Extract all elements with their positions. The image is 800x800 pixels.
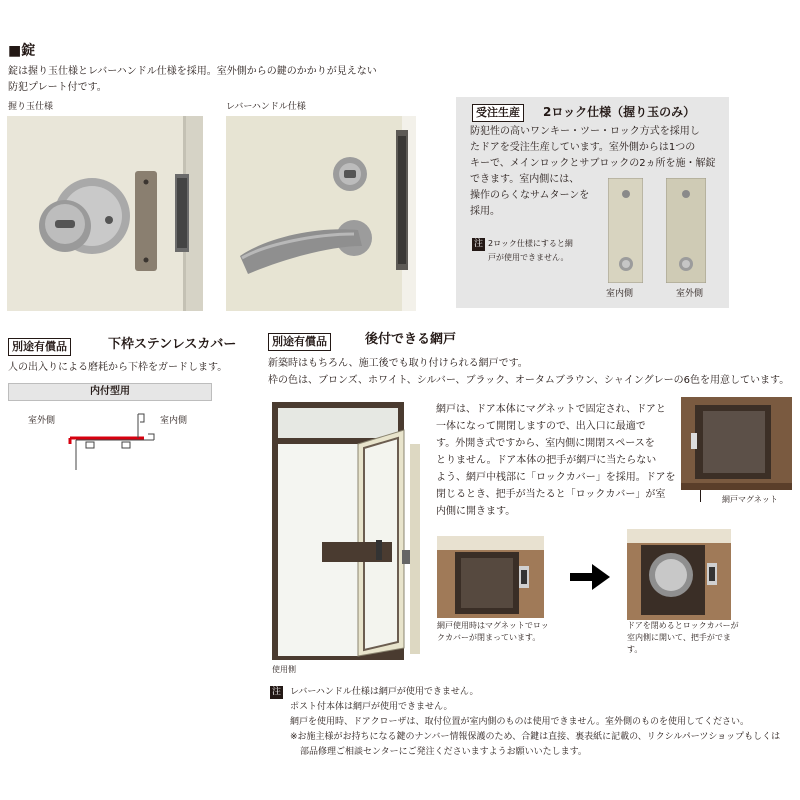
two-lock-body-line5: 操作のらくなサムターンを xyxy=(470,190,590,201)
outside-label: 室外側 xyxy=(676,289,704,299)
lock-description-line1: 錠は握り玉仕様とレバーハンドル仕様を採用。室外側からの鍵のかかりが見えない xyxy=(8,66,377,77)
magnet-leader-line xyxy=(700,490,701,502)
inner-type-label: 内付型用 xyxy=(8,383,212,401)
open-caption-line3: す。 xyxy=(627,645,643,654)
inside-label: 室内側 xyxy=(606,289,634,299)
lever-lock-photo xyxy=(226,116,416,311)
screen-magnet-photo xyxy=(681,397,792,490)
two-lock-body-line4: できます。室内側には、 xyxy=(470,174,580,185)
screen-body-line6: 閉じるとき、把手が当たると「ロックカバー」が室 xyxy=(436,489,666,500)
closed-caption-line2: クカバーが閉まっています。 xyxy=(437,633,541,642)
outside-plate-photo xyxy=(666,178,706,283)
inside-plate-photo xyxy=(608,178,643,283)
two-lock-title: 2ロック仕様（握り玉のみ） xyxy=(543,105,696,119)
two-lock-note-mark: 注 xyxy=(473,239,483,249)
screen-door-illustration xyxy=(266,400,426,662)
two-lock-body-line3: キーで、メインロックとサブロックの2ヵ所を施・解錠 xyxy=(470,158,716,169)
screen-body-line2: 一体になって開閉しますので、出入口に最適で xyxy=(436,421,646,432)
screen-body-line5: よう、網戸中桟部に「ロックカバー」を採用。ドアを xyxy=(436,472,676,483)
screen-body-line1: 網戸は、ドア本体にマグネットで固定され、ドアと xyxy=(436,404,666,415)
note-line1: レバーハンドル仕様は網戸が使用できません。 xyxy=(290,687,479,697)
frame-outside-label: 室外側 xyxy=(28,416,56,426)
section-heading-lock: ■錠 xyxy=(8,43,36,59)
screen-desc-line1: 新築時はもちろん、施工後でも取り付けられる網戸です。 xyxy=(268,358,528,369)
user-side-label: 使用側 xyxy=(272,665,296,674)
made-to-order-badge: 受注生産 xyxy=(472,104,524,122)
screen-body-line4: とりません。ドア本体の把手が網戸に当たらない xyxy=(436,455,657,466)
screen-badge: 別途有償品 xyxy=(268,333,331,351)
screen-title: 後付できる網戸 xyxy=(365,332,457,347)
note-line5: 部品修理ご相談センターにご発注くださいますようお願いいたします。 xyxy=(300,747,587,757)
two-lock-body-line2: たドアを受注生産しています。室外側からは1つの xyxy=(470,142,696,153)
two-lock-note-line1: 2ロック仕様にすると網 xyxy=(488,239,573,248)
closed-caption-line1: 網戸使用時はマグネットでロッ xyxy=(437,621,549,630)
screen-body-line7: 内側に開きます。 xyxy=(436,506,516,517)
screen-body-line3: す。外開き式ですから、室内側に開閉スペースを xyxy=(436,438,655,449)
note-line4: ※お施主様がお持ちになる鍵のナンバー情報保護のため、合鍵は直接、裏表紙に記載の、リクシルパーツショップもしくは xyxy=(290,732,781,742)
lock-cover-closed-photo xyxy=(437,536,544,618)
transition-arrow-icon xyxy=(570,562,610,592)
two-lock-body-line6: 採用。 xyxy=(470,206,500,217)
knob-lock-photo xyxy=(7,116,203,311)
lever-type-label: レバーハンドル仕様 xyxy=(226,102,306,112)
magnet-label: 網戸マグネット xyxy=(722,495,778,504)
two-lock-note-line2: 戸が使用できません。 xyxy=(488,253,569,262)
two-lock-body-line1: 防犯性の高いワンキー・ツー・ロック方式を採用し xyxy=(470,126,700,137)
note-line3: 網戸を使用時、ドアクローザは、取付位置が室内側のものは使用できません。室外側のものを使用してください。 xyxy=(290,717,750,727)
lock-cover-open-photo xyxy=(627,529,731,620)
notes-mark: 注 xyxy=(271,687,281,697)
frame-cover-desc: 人の出入りによる磨耗から下枠をガードします。 xyxy=(8,362,228,373)
frame-inside-label: 室内側 xyxy=(160,416,188,426)
note-line2: ポスト付本体は網戸が使用できません。 xyxy=(290,702,453,712)
open-caption-line2: 室内側に開いて、把手がでま xyxy=(627,633,731,642)
frame-cover-diagram xyxy=(64,410,164,474)
open-caption-line1: ドアを閉めるとロックカバーが xyxy=(627,621,739,630)
knob-type-label: 握り玉仕様 xyxy=(8,102,54,112)
screen-desc-line2: 枠の色は、ブロンズ、ホワイト、シルバー、ブラック、オータムブラウン、シャイングレーの6色を用意しています。 xyxy=(268,375,790,386)
frame-cover-badge: 別途有償品 xyxy=(8,338,71,356)
frame-cover-title: 下枠ステンレスカバー xyxy=(108,337,237,352)
lock-description-line2: 防犯プレート付です。 xyxy=(8,82,107,93)
